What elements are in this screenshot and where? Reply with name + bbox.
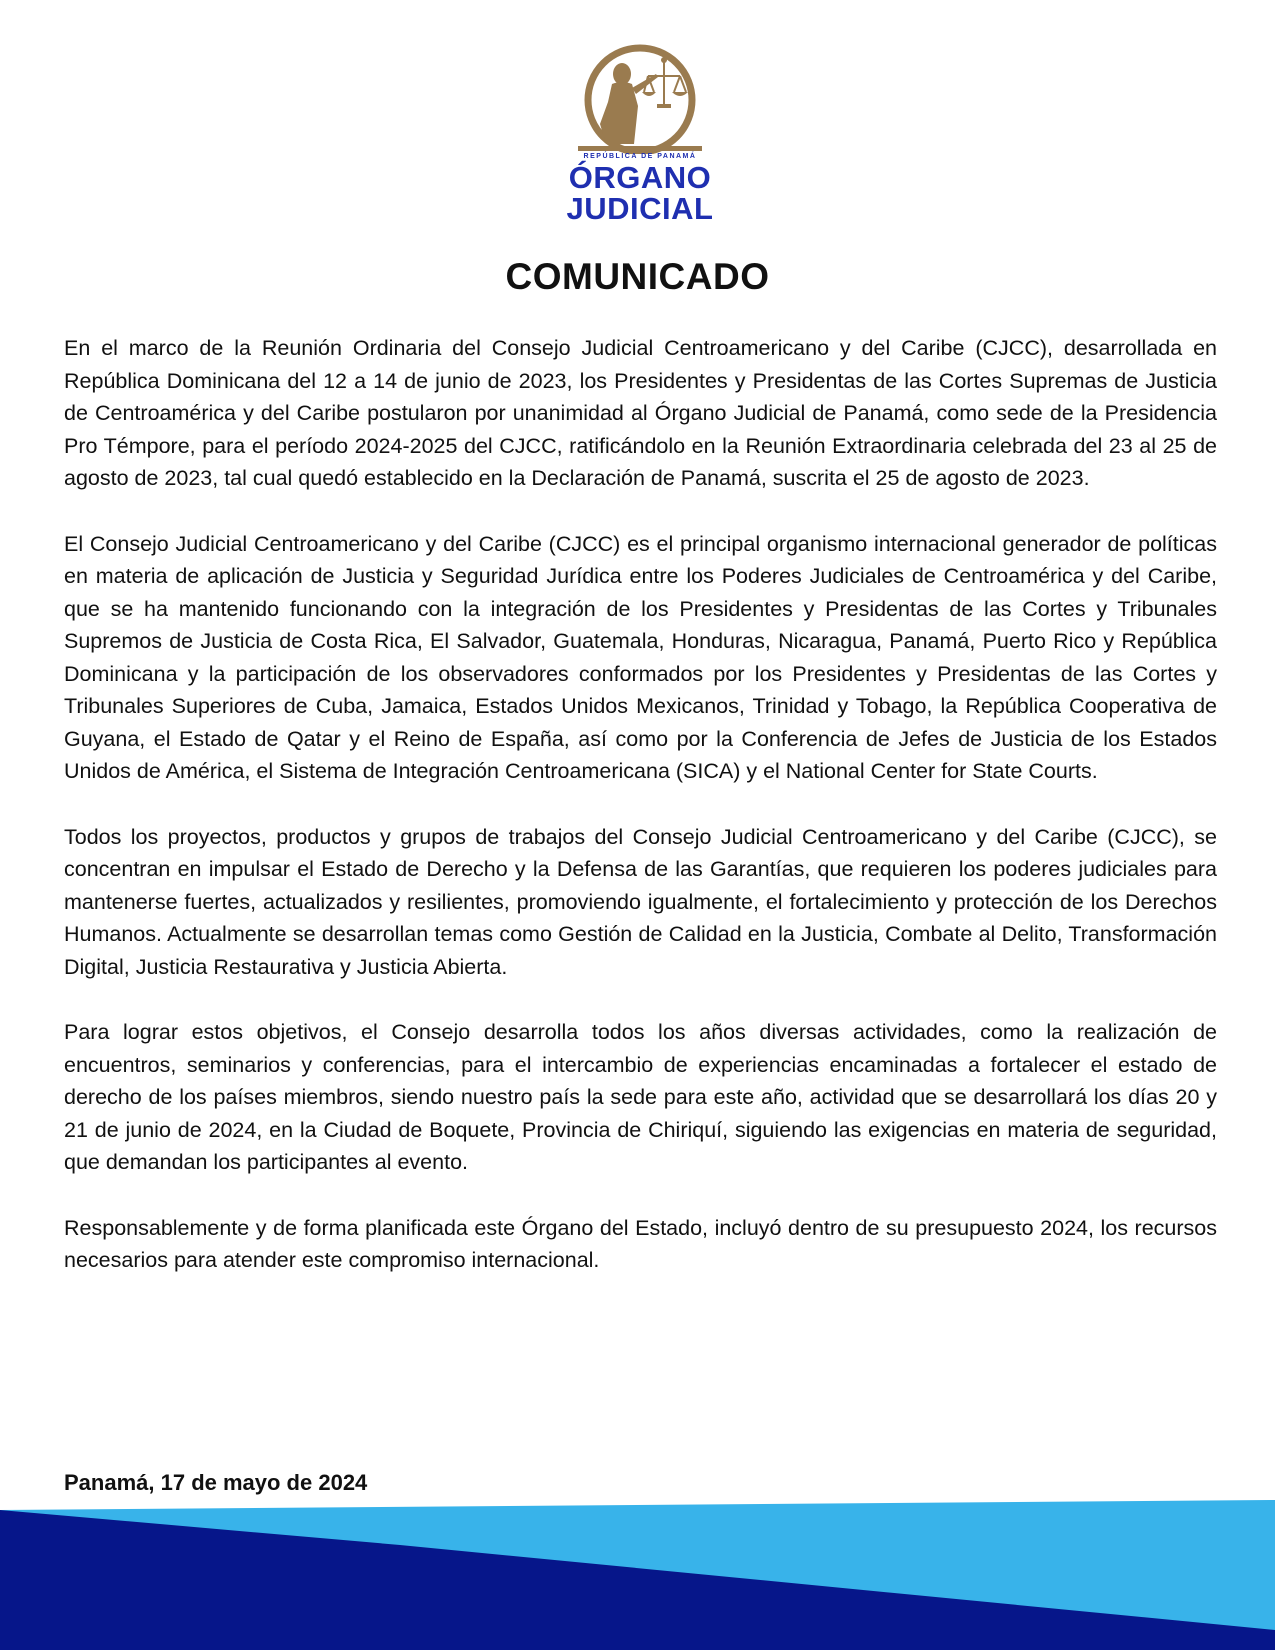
logo-country-text: REPÚBLICA DE PANAMÁ [583,153,697,160]
document-body [64,332,1217,1310]
paragraph-1: En el marco de la Reunión Ordinaria del Consejo Judicial Centroamericano y del Caribe (CJCC), desarrollada en República Dominicana del 12 a 14 de junio de 2023, los Presidentes y Presidentas de las Cortes Supremas de Justicia de Centroamérica y del Caribe postularon por unanimidad al Órgano Judicial de Panamá, como sede de la Presidencia Pro Témpore, para el período 2024-2025 del CJCC, ratificándolo en la Reunión Extraordinaria celebrada del 23 al 25 de agosto de 2023, tal cual quedó establecido en la Declaración de Panamá, suscrita el 25 de agosto de 2023. [64,336,1217,490]
paragraph-4: Para lograr estos objetivos, el Consejo desarrolla todos los años diversas actividades, como la realización de encuentros, seminarios y conferencias, para el intercambio de experiencias encaminadas a fortalecer el estado de derecho de los países miembros, siendo nuestro país la sede para este año, actividad que se desarrollará los días 20 y 21 de junio de 2024, en la Ciudad de Boquete, Provincia de Chiriquí, siguiendo las exigencias en materia de seguridad, que demandan los participantes al evento. [64,1020,1217,1174]
document-title: COMUNICADO [505,256,770,297]
organo-judicial-logo [560,44,720,234]
footer-wave-decoration [0,1500,1275,1650]
logo-name-line1: ÓRGANO [568,160,712,195]
paragraph-3: Todos los proyectos, productos y grupos de trabajos del Consejo Judicial Centroamericano y del Caribe (CJCC), se concentran en impulsar el Estado de Derecho y la Defensa de las Garantías, que requieren los poderes judiciales para mantenerse fuertes, actualizados y resilientes, promoviendo igualmente, el fortalecimiento y protección de los Derechos Humanos. Actualmente se desarrollan temas como Gestión de Calidad en la Justicia, Combate al Delito, Transformación Digital, Justicia Restaurativa y Justicia Abierta. [64,824,1217,979]
justice-emblem-icon [560,44,720,154]
logo-name-line2: JUDICIAL [566,191,714,226]
paragraph-5: Responsablemente y de forma planificada este Órgano del Estado, incluyó dentro de su presupuesto 2024, los recursos necesarios para atender este compromiso internacional. [64,1215,1217,1272]
paragraph-2: El Consejo Judicial Centroamericano y del Caribe (CJCC) es el principal organismo internacional generador de políticas en materia de aplicación de Justicia y Seguridad Jurídica entre los Poderes Judiciales de Centroamérica y del Caribe, que se ha mantenido funcionando con la integración de los Presidentes y Presidentas de las Cortes y Tribunales Supremos de Justicia de Costa Rica, El Salvador, Guatemala, Honduras, Nicaragua, Panamá, Puerto Rico y República Dominicana y la participación de los observadores conformados por los Presidentes y Presidentas de las Cortes y Tribunales Superiores de Cuba, Jamaica, Estados Unidos Mexicanos, Trinidad y Tobago, la República Cooperativa de Guyana, el Estado de Qatar y el Reino de España, así como por la Conferencia de Jefes de Justicia de los Estados Unidos de América, el Sistema de Integración Centroamericana (SICA) y el National Center for State Courts. [64,531,1217,783]
document-date: Panamá, 17 de mayo de 2024 [64,1470,368,1495]
